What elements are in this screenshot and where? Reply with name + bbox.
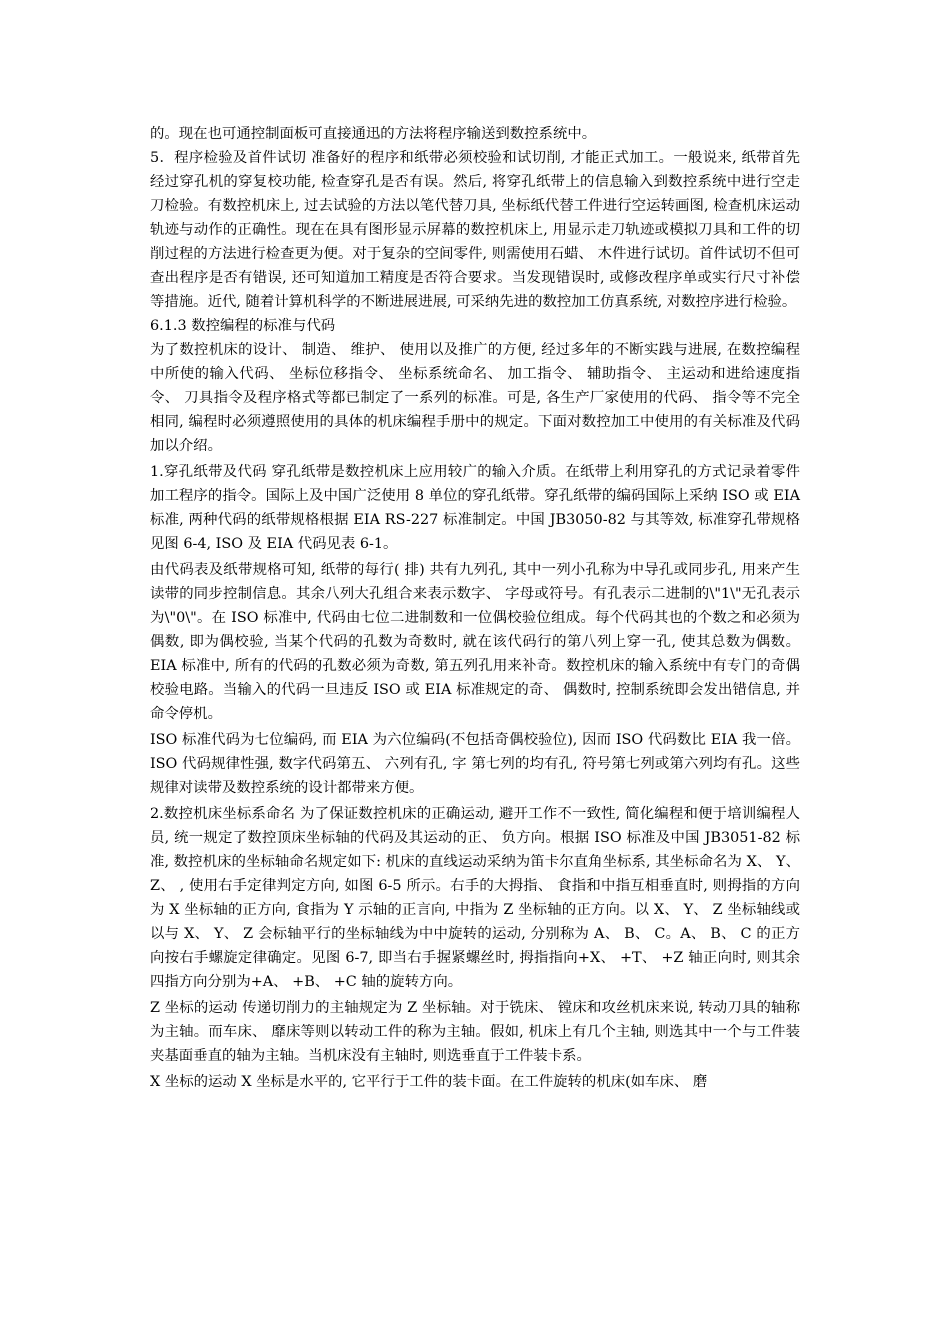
paragraph-iso-eia-compare: ISO 标准代码为七位编码, 而 EIA 为六位编码(不包括奇偶校验位), 因而 ISO 代码数比 EIA 我一倍。ISO 代码规律性强, 数字代码第五、 六列有孔, 字 第七列的均有孔, 符号第七列或第六列均有孔。这些规律对读带及数控系统的设计都带来方便。 <box>150 732 800 796</box>
paragraph-tape-code-parity: 由代码表及纸带规格可知, 纸带的每行( 排) 共有九列孔, 其中一列小孔称为中导孔或同步孔, 用来产生读带的同步控制信息。其余八列大孔组合来表示数字、 字母或符号。有孔表示二进制的\"1\"无孔表示为\"0\"。在 ISO 标准中, 代码由七位二进制数和一位偶校验位组成。每个代码其也的个数之和必须为偶数, 即为偶校验, 当某个代码的孔数为奇数时, 就在该代码行的第八列上穿一孔, 使其总数为偶数。EIA 标准中, 所有的代码的孔数必须为奇数, 第五列孔用来补奇。数控机床的输入系统中有专门的奇偶校验电路。当输入的代码一旦违反 ISO 或 EIA 标准规定的奇、 偶数时, 控制系统即会发出错信息, 并命令停机。 <box>150 562 800 722</box>
paragraph-x-axis: X 坐标的运动 X 坐标是水平的, 它平行于工件的装卡面。在工件旋转的机床(如车床、 磨 <box>150 1074 708 1090</box>
section-heading-6-1-3: 6.1.3 数控编程的标准与代码 <box>150 318 336 334</box>
paragraph-intro-continuation: 的。现在也可通控制面板可直接通迅的方法将程序输送到数控系统中。 <box>150 126 597 142</box>
paragraph-coordinate-naming: 2.数控机床坐标系命名 为了保证数控机床的正确运动, 避开工作不一致性, 简化编程和便于培训编程人员, 统一规定了数控顶床坐标轴的代码及其运动的正、 负方向。根据 ISO 标准及中国 JB3051-82 标准, 数控机床的坐标轴命名规定如下: 机床的直线运动采纳为笛卡尔直角坐标系, 其坐标命名为 X、 Y、 Z、 , 使用右手定律判定方向, 如图 6-5 所示。右手的大拇指、 食指和中指互相垂直时, 则拇指的方向为 X 坐标轴的正方向, 食指为 Y 示轴的正言向, 中指为 Z 坐标轴的正方向。以 X、 Y、 Z 坐标轴线或以与 X、 Y、 Z 会标轴平行的坐标轴线为中中旋转的运动, 分别称为 A、 B、 C。A、 B、 C 的正方向按右手螺旋定律确定。见图 6-7, 即当右手握紧螺丝时, 拇指指向+X、 +T、 +Z 轴正向时, 则其余四指方向分别为+A、 +B、 +C 轴的旋转方向。 <box>150 806 800 990</box>
paragraph-z-axis: Z 坐标的运动 传递切削力的主轴规定为 Z 坐标轴。对于铣床、 镗床和攻丝机床来说, 转动刀具的轴称为主轴。而车床、 靡床等则以转动工件的称为主轴。假如, 机床上有几个主轴, 则选其中一个与工件装夹基面垂直的轴为主轴。当机床没有主轴时, 则选垂直于工件装卡系。 <box>150 1000 800 1064</box>
paragraph-program-check: 5．程序检验及首件试切 准备好的程序和纸带必须校验和试切削, 才能正式加工。一般说来, 纸带首先经过穿孔机的穿复校功能, 检查穿孔是否有误。然后, 将穿孔纸带上的信息输入到数控系统中进行空走刀检验。有数控机床上, 过去试验的方法以笔代替刀具, 坐标纸代替工件进行空运转画图, 检查机床运动轨迹与动作的正确性。现在在具有图形显示屏幕的数控机床上, 用显示走刀轨迹或模拟刀具和工件的切削过程的方法进行检查更为便。对于复杂的空间零件, 则需使用石蜡、 木件进行试切。首件试切不但可查出程序是否有错误, 还可知道加工精度是否符合要求。当发现错误时, 或修改程序单或实行尺寸补偿等措施。近代, 随着计算机科学的不断进展进展, 可采纳先进的数控加工仿真系统, 对数控序进行检验。 <box>150 150 800 310</box>
paragraph-standards-intro: 为了数控机床的设计、 制造、 维护、 使用以及推广的方便, 经过多年的不断实践与进展, 在数控编程中所使的输入代码、 坐标位移指令、 坐标系统命名、 加工指令、 辅助指令、 主运动和进给速度指令、 刀具指令及程序格式等都已制定了一系列的标准。可是, 各生产厂家使用的代码、 指令等不完全相同, 编程时必须遵照使用的具体的机床编程手册中的规定。下面对数控加工中使用的有关标准及代码加以介绍。 <box>150 342 800 454</box>
paragraph-punched-tape: 1.穿孔纸带及代码 穿孔纸带是数控机床上应用较广的输入介质。在纸带上利用穿孔的方式记录着零件加工程序的指令。国际上及中国广泛使用 8 单位的穿孔纸带。穿孔纸带的编码国际上采纳 ISO 或 EIA 标准, 两种代码的纸带规格根据 EIA RS-227 标准制定。中国 JB3050-82 与其等效, 标准穿孔带规格见图 6-4, ISO 及 EIA 代码见表 6-1。 <box>150 464 800 552</box>
document-body <box>150 122 800 1094</box>
